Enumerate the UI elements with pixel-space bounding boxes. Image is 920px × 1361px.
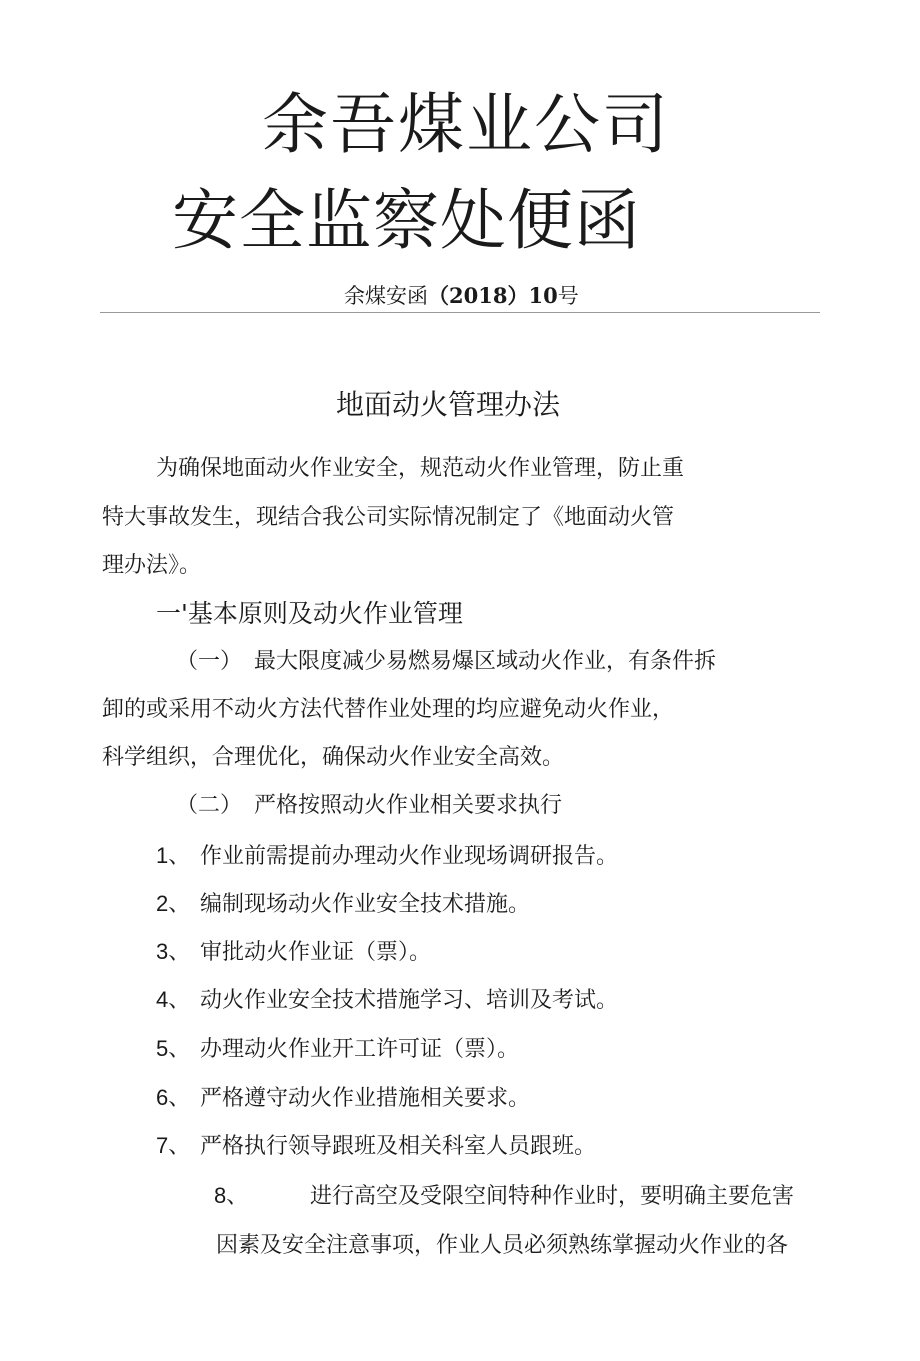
org-title: 余吾煤业公司 <box>262 86 670 163</box>
list-item-text: 办理动火作业开工许可证（票）。 <box>200 1037 520 1062</box>
clause-1-label: （一） <box>176 649 243 674</box>
doc-number-seq: 10 <box>528 283 558 308</box>
list-item-number: 3、 <box>156 939 191 964</box>
list-item-continuation: 因素及安全注意事项，作业人员必须熟练掌握动火作业的各 <box>216 1233 789 1258</box>
list-item-text: 严格遵守动火作业措施相关要求。 <box>200 1086 531 1111</box>
clause-1-line-2: 卸的或采用不动火方法代替作业处理的均应避免动火作业， <box>102 697 675 722</box>
list-item-text: 严格执行领导跟班及相关科室人员跟班。 <box>200 1134 597 1159</box>
intro-line-2: 特大事故发生，现结合我公司实际情况制定了《地面动火管 <box>102 505 675 530</box>
list-item-number: 5、 <box>156 1036 191 1061</box>
list-item <box>156 889 530 920</box>
doc-number-prefix: 余煤安函 <box>344 284 428 308</box>
list-item-text: 作业前需提前办理动火作业现场调研报告。 <box>200 844 619 869</box>
list-item-text: 进行高空及受限空间特种作业时，要明确主要危害 <box>310 1184 795 1209</box>
office-title: 安全监察处便函 <box>172 182 641 259</box>
list-item-text: 审批动火作业证（票）。 <box>200 940 432 965</box>
header-divider <box>100 312 820 313</box>
intro-line-1: 为确保地面动火作业安全，规范动火作业管理，防止重 <box>156 456 685 481</box>
list-item-number: 6、 <box>156 1085 191 1110</box>
doc-number-year: （2018） <box>428 283 529 308</box>
list-item-number: 4、 <box>156 987 191 1012</box>
list-item-number: 1、 <box>156 843 191 868</box>
clause-1-line-1: 最大限度减少易燃易爆区域动火作业，有条件拆 <box>254 649 717 674</box>
clause-2-label: （二） <box>176 793 243 818</box>
list-item <box>156 1083 530 1114</box>
list-item-number: 8、 <box>214 1183 249 1208</box>
list-item <box>156 1131 596 1162</box>
list-item <box>156 1034 519 1065</box>
clause-2-line <box>176 791 562 821</box>
clause-1-line-3: 科学组织，合理优化，确保动火作业安全高效。 <box>102 745 565 770</box>
list-item-text: 编制现场动火作业安全技术措施。 <box>200 892 531 917</box>
clause-2-text: 严格按照动火作业相关要求执行 <box>254 793 563 818</box>
intro-line-3: 理办法》。 <box>102 553 202 578</box>
list-item-number: 2、 <box>156 891 191 916</box>
section-1-heading: 一'基本原则及动火作业管理 <box>156 599 463 628</box>
list-item <box>156 937 431 968</box>
document-number <box>344 282 579 310</box>
list-item <box>156 985 618 1016</box>
list-item-text: 动火作业安全技术措施学习、培训及考试。 <box>200 988 619 1013</box>
document-title: 地面动火管理办法 <box>336 388 561 421</box>
clause-1-first-line <box>176 647 716 677</box>
doc-number-suffix: 号 <box>557 284 579 308</box>
list-item <box>156 841 618 872</box>
list-item-number: 7、 <box>156 1133 191 1158</box>
list-item <box>214 1181 794 1212</box>
